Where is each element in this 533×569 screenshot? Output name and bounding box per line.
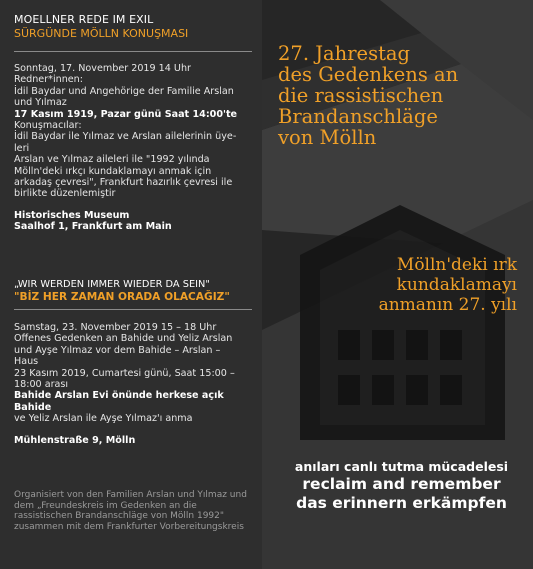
slogan-de: „WIR WERDEN IMMER WIEDER DA SEIN" — [14, 279, 210, 290]
motto-en: reclaim and remember — [302, 475, 501, 493]
title-tr-line: anmanın 27. yılı — [378, 295, 517, 315]
header-tr: SÜRGÜNDE MÖLLN KONUŞMASI — [14, 27, 189, 40]
event1-line: İdil Baydar und Angehörige der Familie Arslan — [14, 85, 234, 97]
event-frankfurt — [14, 63, 254, 233]
title-de — [278, 43, 528, 148]
event2-line: 18:00 arası — [14, 379, 69, 391]
title-de-line: von Mölln — [278, 126, 377, 149]
title-de-line: Brandanschläge — [278, 105, 438, 128]
event2-line: Offenes Gedenken an Bahide und Yeliz Arslan — [14, 333, 233, 345]
event2-venue: Mühlenstraße 9, Mölln — [14, 434, 136, 446]
event1-line: Sonntag, 17. November 2019 14 Uhr — [14, 63, 191, 74]
slogan — [14, 279, 254, 304]
left-header — [14, 14, 254, 41]
event2-line: Haus — [14, 356, 39, 368]
event2-line: Samstag, 23. November 2019 15 – 18 Uhr — [14, 322, 217, 333]
header-de: MOELLNER REDE IM EXIL — [14, 13, 154, 26]
organizer-note — [14, 490, 254, 532]
event2-line: und Ayşe Yılmaz vor dem Bahide – Arslan – — [14, 344, 221, 356]
event1-line-tr: İdil Baydar ile Yılmaz ve Arslan ailelerinin üye- — [14, 131, 237, 143]
title-tr-line: Mölln'deki ırk — [396, 255, 517, 275]
event1-venue: Historisches Museum — [14, 209, 130, 221]
organizer-line: rassistischen Brandanschläge von Mölln 1992" — [14, 511, 225, 521]
divider — [14, 51, 252, 52]
event1-date-tr: 17 Kasım 1919, Pazar günü Saat 14:00'te — [14, 108, 238, 120]
event1-line: und Yılmaz — [14, 97, 67, 109]
slogan-tr: "BİZ HER ZAMAN ORADA OLACAĞIZ" — [14, 291, 230, 303]
title-tr-line: kundaklamayı — [396, 275, 517, 295]
organizer-line: zusammen mit dem Frankfurter Vorbereitungskreis — [14, 521, 244, 532]
organizer-line: dem „Freundeskreis im Gedenken an die — [14, 500, 197, 511]
event1-line: Redner*innen: — [14, 74, 83, 86]
event1-venue: Saalhof 1, Frankfurt am Main — [14, 221, 172, 233]
event2-last-line: ve Yeliz Arslan ile Ayşe Yılmaz'ı anma — [14, 413, 193, 425]
event2-line: 23 Kasım 2019, Cumartesi günü, Saat 15:00 – — [14, 367, 235, 379]
event1-line-tr: Mölln'deki ırkçı kundaklamayı anmak için — [14, 165, 212, 177]
event1-line-tr: Konuşmacılar: — [14, 120, 82, 132]
event-moelln — [14, 322, 254, 446]
title-tr — [287, 255, 517, 315]
event1-line-tr: birlikte düzenlemiştir — [14, 188, 116, 200]
organizer-line: Organisiert von den Familien Arslan und Yılmaz und — [14, 490, 247, 500]
title-de-line: 27. Jahrestag — [278, 42, 411, 65]
motto-tr: anıları canlı tutma mücadelesi — [294, 459, 509, 474]
title-de-line: die rassistischen — [278, 84, 444, 107]
event1-line-tr: arkadaş çevresi", Frankfurt hazırlık çevresi ile — [14, 177, 233, 189]
event1-line-tr: leri — [14, 142, 30, 154]
left-panel — [0, 0, 262, 569]
motto-de: das erinnern erkämpfen — [296, 494, 507, 512]
divider — [14, 309, 252, 310]
title-de-line: des Gedenkens an — [278, 63, 459, 86]
event1-line-tr: Arslan ve Yılmaz aileleri ile "1992 yılında — [14, 154, 210, 166]
event2-bold-line: Bahide Arslan Evi önünde herkese açık Bahide — [14, 390, 224, 413]
motto — [270, 458, 533, 513]
